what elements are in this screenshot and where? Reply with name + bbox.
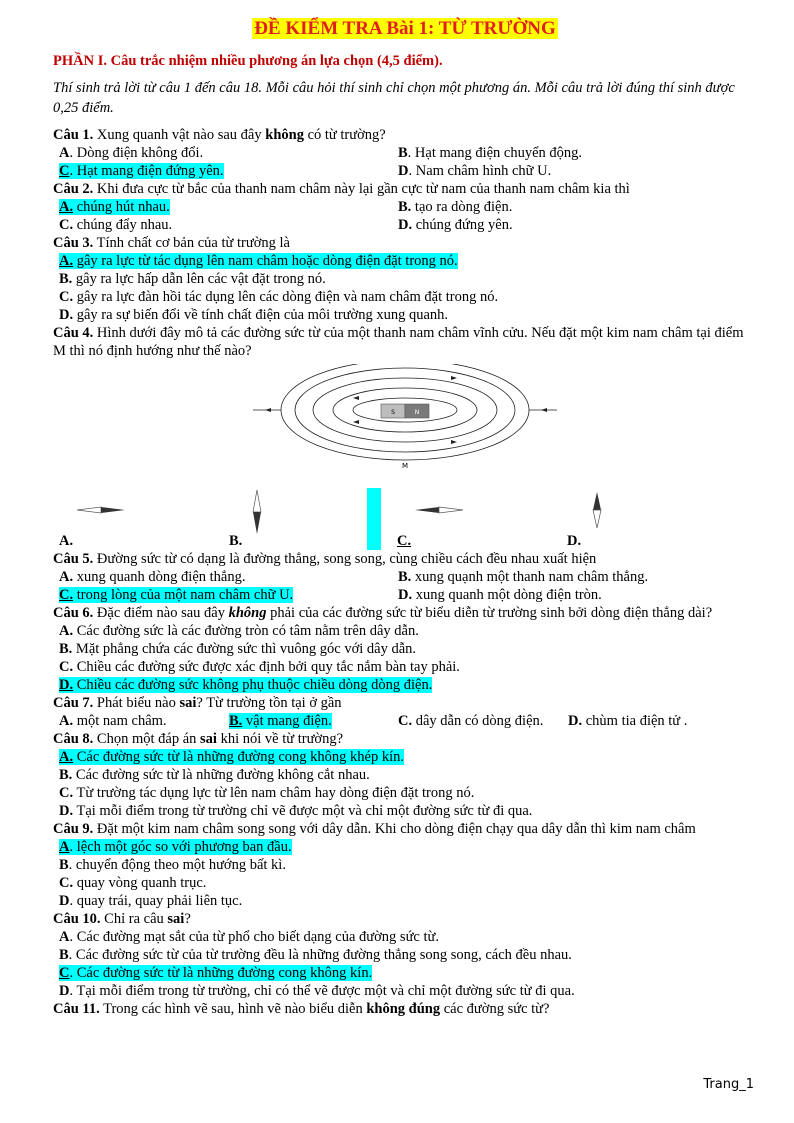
needle-a	[77, 507, 125, 513]
instructions: Thí sinh trả lời từ câu 1 đến câu 18. Mỗi câu hỏi thí sinh chỉ chọn một phương án. Mỗi câu trả lời đúng thí sinh được 0,25 điểm.	[53, 80, 735, 116]
option-d[interactable]: D. xung quanh một dòng điện tròn.	[398, 587, 602, 603]
question-1: Câu 1. Xung quanh vật nào sau đây không có từ trường?	[53, 127, 386, 143]
point-m-label: M	[401, 462, 409, 470]
option-d[interactable]: D. Nam châm hình chữ U.	[398, 163, 552, 179]
option-a[interactable]: A. Các đường sức từ là những đường cong không khép kín.	[59, 749, 405, 765]
needle-b	[253, 490, 261, 534]
compass-options	[53, 488, 757, 550]
question-9: Câu 9. Đặt một kim nam châm song song với dây dẫn. Khi cho dòng điện chạy qua dây dẫn thì kim nam châm	[53, 821, 696, 837]
question-6: Câu 6. Đặc điểm nào sau đây không phải của các đường sức từ biểu diễn từ trường sinh bởi dòng điện thẳng dài?	[53, 605, 713, 621]
option-a[interactable]: A. Các đường mạt sắt của từ phổ cho biết dạng của đường sức từ.	[59, 929, 440, 945]
option-d[interactable]: D. Chiều các đường sức không phụ thuộc chiều dòng dòng điện.	[59, 677, 433, 693]
label-s: S	[391, 409, 395, 416]
option-a[interactable]: A. gây ra lực từ tác dụng lên nam châm hoặc dòng điện đặt trong nó.	[59, 253, 458, 269]
question-3: Câu 3. Tính chất cơ bản của từ trường là	[53, 235, 290, 251]
option-b[interactable]: B. vật mang điện.	[229, 713, 332, 729]
option-d[interactable]: D. quay trái, quay phải liên tục.	[59, 893, 243, 909]
option-a[interactable]: A. xung quanh dòng điện thẳng.	[59, 569, 246, 585]
option-c[interactable]: C. quay vòng quanh trục.	[59, 875, 207, 891]
option-a[interactable]: A.	[59, 533, 74, 549]
question-11: Câu 11. Trong các hình vẽ sau, hình vẽ nào biểu diễn không đúng các đường sức từ?	[53, 1001, 550, 1017]
needle-d	[593, 492, 601, 528]
question-2: Câu 2. Khi đưa cực từ bắc của thanh nam châm này lại gần cực từ nam của thanh nam châm kia thì	[53, 181, 630, 197]
part-heading: PHẦN I. Câu trắc nhiệm nhiều phương án lựa chọn (4,5 điểm).	[53, 53, 443, 69]
option-c[interactable]: C. gây ra lực đàn hồi tác dụng lên các dòng điện và nam châm đặt trong nó.	[59, 289, 499, 305]
option-c[interactable]: C. dây dẫn có dòng điện.	[398, 713, 544, 729]
question-5: Câu 5. Đường sức từ có dạng là đường thẳng, song song, cùng chiều cách đều nhau xuất hiện	[53, 551, 597, 567]
option-c[interactable]: C. Các đường sức từ là những đường cong không kín.	[59, 965, 373, 981]
option-d[interactable]: D. chùm tia điện tử .	[568, 713, 688, 729]
page-number: Trang_1	[703, 1077, 754, 1092]
needle-c	[415, 507, 463, 513]
option-c[interactable]: C. Chiều các đường sức được xác định bởi quy tắc nắm bàn tay phải.	[59, 659, 460, 675]
option-b[interactable]: B. Các đường sức từ của từ trường đều là những đường thẳng song song, cách đều nhau.	[59, 947, 572, 963]
option-c[interactable]: C. chúng đẩy nhau.	[59, 217, 173, 233]
option-c[interactable]: C. Từ trường tác dụng lực từ lên nam châm hay dòng điện đặt trong nó.	[59, 785, 475, 801]
answer-highlight	[367, 488, 381, 550]
field-lines-diagram	[53, 364, 757, 488]
bar-magnet-figure	[53, 364, 757, 488]
option-a[interactable]: A. lệch một góc so với phương ban đầu.	[59, 839, 292, 855]
option-d[interactable]: D. chúng đứng yên.	[398, 217, 513, 233]
option-b[interactable]: B. chuyển động theo một hướng bất kì.	[59, 857, 286, 873]
option-a[interactable]: A. một nam châm.	[59, 713, 167, 729]
option-d[interactable]: D. Tại mỗi điểm trong từ trường chỉ vẽ được một và chỉ một đường sức từ đi qua.	[59, 803, 533, 819]
option-d[interactable]: D. Tại mỗi điểm trong từ trường, chỉ có thể vẽ được một và chỉ một đường sức từ đi qua.	[59, 983, 575, 999]
question-10: Câu 10. Chỉ ra câu sai?	[53, 911, 191, 927]
option-a[interactable]: A. Các đường sức là các đường tròn có tâm nằm trên dây dẫn.	[59, 623, 419, 639]
question-8: Câu 8. Chọn một đáp án sai khi nói về từ trường?	[53, 731, 344, 747]
option-a[interactable]: A. Dòng điện không đổi.	[59, 145, 204, 161]
exam-title: ĐỀ KIỂM TRA Bài 1: TỪ TRƯỜNG	[254, 18, 556, 39]
option-b[interactable]: B.	[229, 533, 243, 549]
question-4: Câu 4. Hình dưới đây mô tả các đường sức từ của một thanh nam châm vĩnh cửu. Nếu đặt một kim nam châm tại điểm M thì nó định hướng như thế nào?	[53, 325, 744, 359]
option-b[interactable]: B. Các đường sức từ là những đường không cắt nhau.	[59, 767, 370, 783]
label-n: N	[414, 409, 420, 416]
option-b[interactable]: B. gây ra lực hấp dẫn lên các vật đặt trong nó.	[59, 271, 326, 287]
option-c[interactable]: C. trong lòng của một nam châm chữ U.	[59, 587, 294, 603]
question-7: Câu 7. Phát biểu nào sai? Từ trường tồn tại ở gần	[53, 695, 342, 711]
option-b[interactable]: B. Hạt mang điện chuyển động.	[398, 145, 583, 161]
option-d[interactable]: D.	[567, 533, 582, 549]
option-c[interactable]: C. Hạt mang điện đứng yên.	[59, 163, 224, 179]
option-b[interactable]: B. Mặt phẳng chứa các đường sức thì vuông góc với dây dẫn.	[59, 641, 417, 657]
question-number: Câu 1.	[53, 127, 94, 143]
option-b[interactable]: B. xung quạnh một thanh nam châm thẳng.	[398, 569, 649, 585]
option-b[interactable]: B. tạo ra dòng điện.	[398, 199, 513, 215]
title-wrap	[53, 18, 757, 40]
option-d[interactable]: D. gây ra sự biến đổi về tính chất điện của môi trường xung quanh.	[59, 307, 449, 323]
option-a[interactable]: A. chúng hút nhau.	[59, 199, 170, 215]
exam-page	[53, 18, 757, 1018]
option-c[interactable]: C.	[397, 533, 412, 549]
